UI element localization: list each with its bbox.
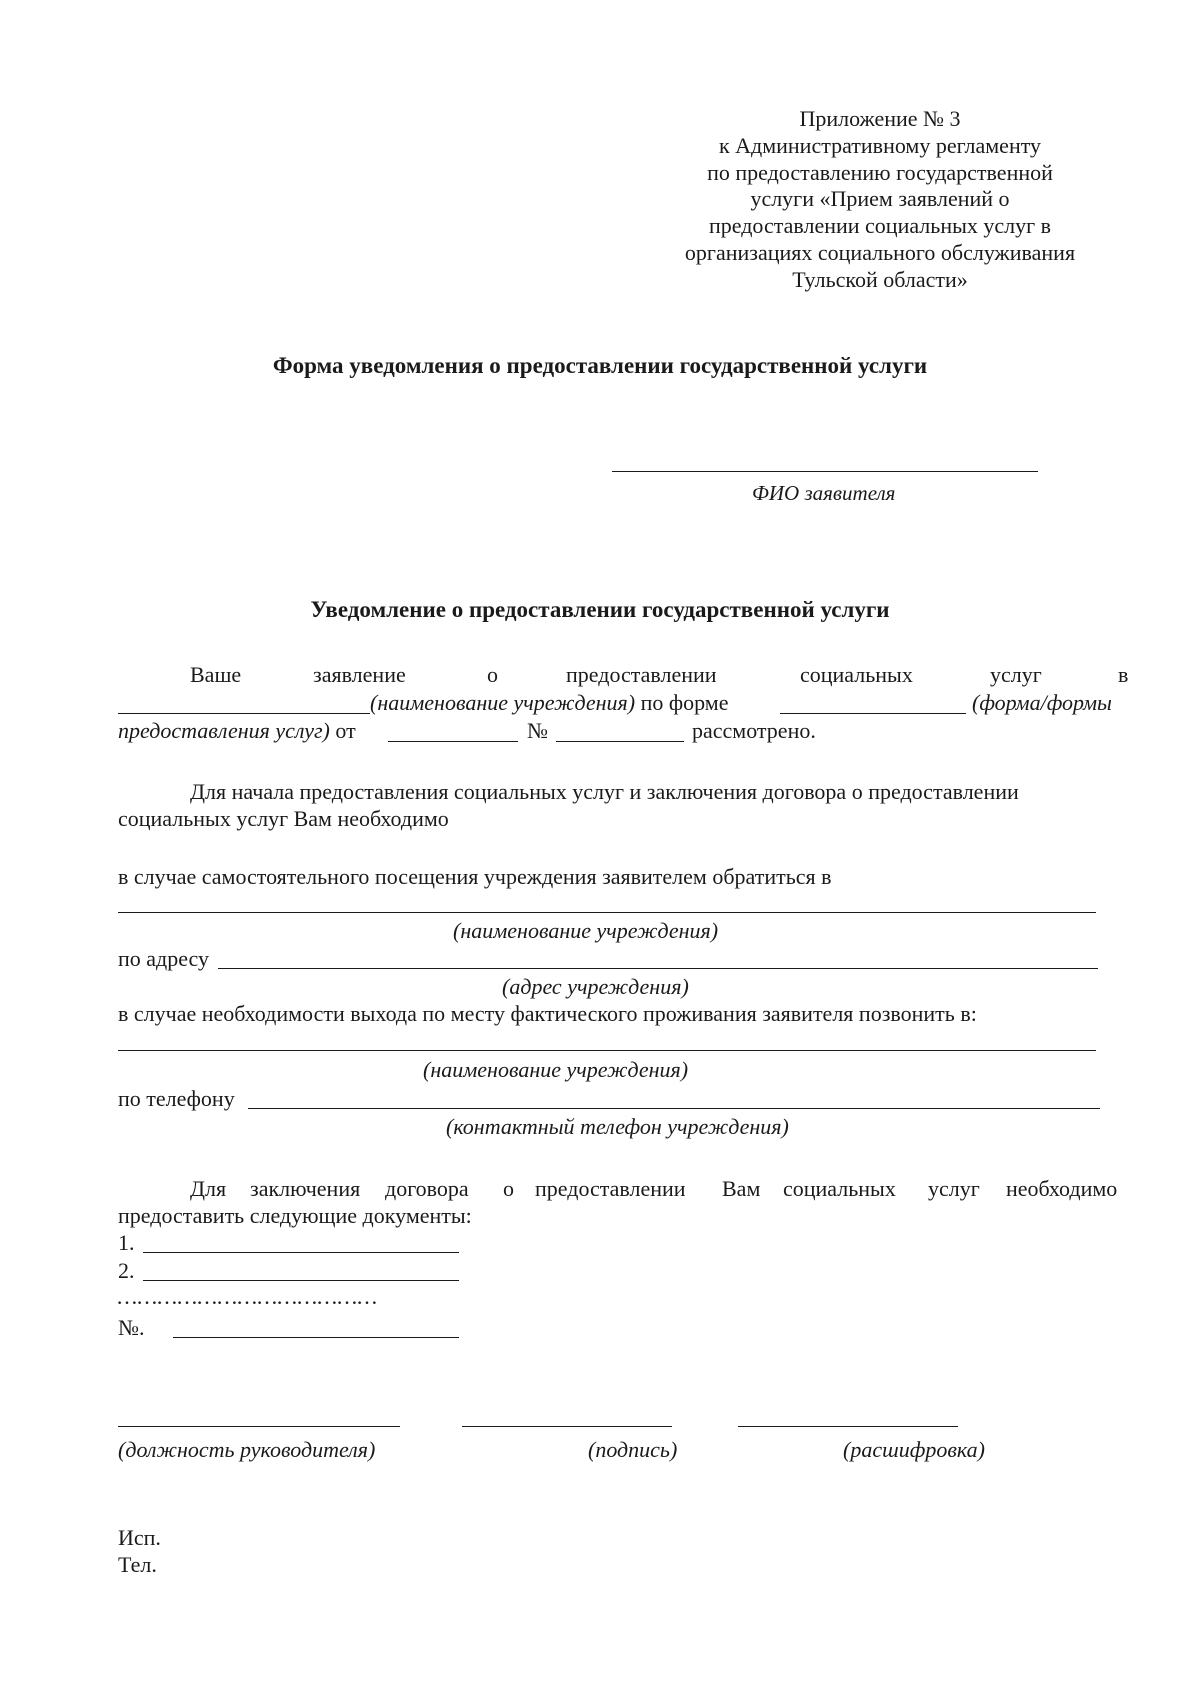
annex-line-4: услуги «Прием заявлений о <box>750 186 1010 211</box>
visit-institution-hint: (наименование учреждения) <box>453 918 719 943</box>
institution-hint: (наименование учреждения) <box>370 690 636 715</box>
para1-word-3: о <box>487 662 498 687</box>
applicant-fio-caption: ФИО заявителя <box>752 481 896 505</box>
position-caption: (должность руководителя) <box>118 1437 376 1462</box>
annex-line-3: по предоставлению государственной <box>707 160 1053 185</box>
para1-word-7: в <box>1118 662 1129 687</box>
form-type-hint: (форма/формы <box>972 690 1112 715</box>
docs-line-2: предоставить следующие документы: <box>118 1203 472 1228</box>
annex-line-5: предоставлении социальных услуг в <box>708 213 1052 238</box>
phone-footer-label: Тел. <box>118 1552 157 1577</box>
docs-word-3: договора <box>385 1176 469 1201</box>
signature-caption: (подпись) <box>588 1437 678 1462</box>
annex-line-2: к Административному регламенту <box>718 133 1042 158</box>
form-title: Форма уведомления о предоставлении государственной услуги <box>272 353 928 378</box>
home-institution-line <box>118 1050 1096 1051</box>
annex-line-1: Приложение № 3 <box>799 106 961 131</box>
visit-intro: в случае самостоятельного посещения учреждения заявителем обратиться в <box>118 864 832 889</box>
position-line <box>118 1426 400 1427</box>
address-line <box>218 968 1098 969</box>
docs-word-4: о <box>503 1176 514 1201</box>
doc-item-n-number: №. <box>118 1315 145 1340</box>
form-type-hint-cont: предоставления услуг) <box>118 718 330 743</box>
executor-label: Исп. <box>118 1525 161 1550</box>
doc-item-2-line <box>143 1280 459 1281</box>
para2-line-1: Для начала предоставления социальных услуг и заключения договора о предоставлении <box>190 779 1019 804</box>
docs-word-9: необходимо <box>1006 1176 1118 1201</box>
docs-word-5: предоставлении <box>535 1176 686 1201</box>
address-label: по адресу <box>118 946 210 971</box>
visit-institution-line <box>118 912 1096 913</box>
para1-word-2: заявление <box>313 662 406 687</box>
from-text: от <box>329 718 356 743</box>
form-type-line <box>780 713 966 714</box>
home-institution-hint: (наименование учреждения) <box>423 1057 689 1082</box>
number-sign: № <box>527 718 548 743</box>
reviewed-text: рассмотрено. <box>692 718 816 743</box>
doc-items-ellipsis: ………………………………… <box>116 1284 376 1309</box>
by-form-text: по форме <box>635 690 729 715</box>
applicant-fio-line <box>612 471 1038 472</box>
para1-word-1: Ваше <box>190 662 242 687</box>
docs-word-7: социальных <box>783 1176 896 1201</box>
decoding-caption: (расшифровка) <box>843 1437 985 1462</box>
doc-item-1-line <box>143 1252 459 1253</box>
phone-label: по телефону <box>118 1086 235 1111</box>
docs-word-1: Для <box>190 1176 227 1201</box>
number-line <box>556 741 684 742</box>
docs-word-8: услуг <box>928 1176 980 1201</box>
phone-line <box>248 1108 1100 1109</box>
para1-word-4: предоставлении <box>566 662 717 687</box>
address-hint: (адрес учреждения) <box>502 974 689 999</box>
date-line <box>388 741 518 742</box>
docs-word-6: Вам <box>722 1176 761 1201</box>
signature-line <box>462 1426 672 1427</box>
doc-item-n-line <box>173 1337 459 1338</box>
para1-word-5: социальных <box>800 662 913 687</box>
para1-word-6: услуг <box>990 662 1042 687</box>
phone-hint: (контактный телефон учреждения) <box>446 1114 789 1139</box>
doc-item-1-number: 1. <box>118 1230 135 1255</box>
annex-line-6: организациях социального обслуживания <box>684 240 1076 265</box>
decoding-line <box>738 1426 958 1427</box>
doc-item-2-number: 2. <box>118 1258 135 1283</box>
docs-word-2: заключения <box>250 1176 361 1201</box>
annex-line-7: Тульской области» <box>792 267 968 292</box>
institution-name-line <box>118 713 370 714</box>
notice-title: Уведомление о предоставлении государственной услуги <box>310 597 890 622</box>
home-intro: в случае необходимости выхода по месту фактического проживания заявителя позвонить в: <box>118 1001 977 1026</box>
para2-line-2: социальных услуг Вам необходимо <box>118 806 449 831</box>
